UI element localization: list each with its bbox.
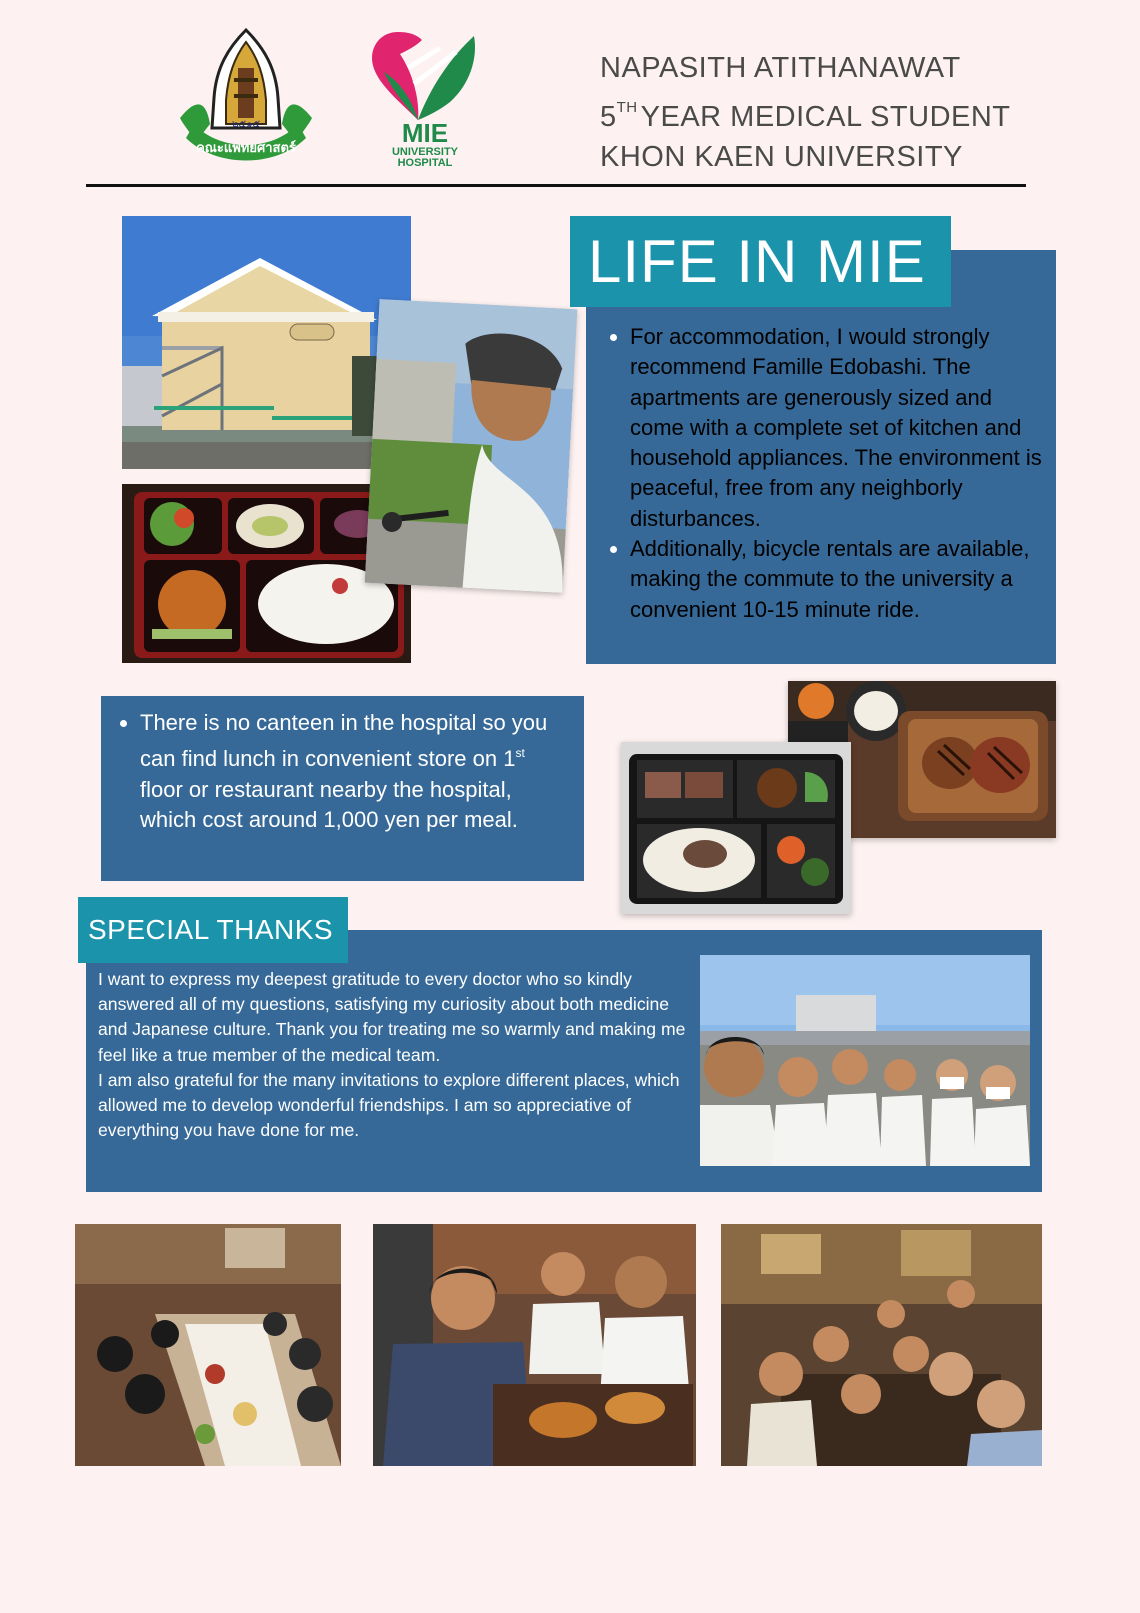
group-dinner-photo-2 bbox=[373, 1224, 696, 1466]
kku-medicine-logo bbox=[176, 28, 316, 170]
canteen-sup: st bbox=[515, 746, 525, 761]
takeout-bento-photo bbox=[621, 742, 851, 914]
thanks-paragraph-1: I want to express my deepest gratitude to every doctor who so kindly answered all of my questions, satisfying my curiosity about both medicine and Japanese culture. Thank you for treating me so warmly and making me feel like a true member of the medical team. bbox=[98, 969, 686, 1065]
header-divider bbox=[86, 184, 1026, 187]
author-info bbox=[600, 48, 1011, 177]
canteen-text-part2: floor or restaurant nearby the hospital, which cost around 1,000 yen per meal. bbox=[140, 776, 518, 832]
thanks-paragraph-2: I am also grateful for the many invitations to explore different places, which allowed me to develop wonderful friendships. I am so appreciative of everything you have done for me. bbox=[98, 1069, 680, 1141]
apartment-photo bbox=[122, 216, 411, 469]
accommodation-bullet: For accommodation, I would strongly recommend Famille Edobashi. The apartments are generously sized and come with a complete set of kitchen and household appliances. The environment is peaceful, free from any neighborly disturbances. bbox=[630, 322, 1046, 534]
svg-text:MIE: MIE bbox=[401, 118, 449, 148]
bicycle-bullet: Additionally, bicycle rentals are available, making the commute to the university a convenient 10-15 minute ride. bbox=[630, 534, 1046, 625]
author-name: NAPASITH ATITHANAWAT bbox=[600, 52, 961, 84]
year-suffix: TH bbox=[616, 99, 638, 116]
special-thanks-text bbox=[98, 967, 693, 1143]
cycling-selfie-photo bbox=[365, 299, 578, 593]
life-in-mie-text bbox=[606, 322, 1046, 625]
svg-text:คณะแพทยศาสตร์: คณะแพทยศาสตร์ bbox=[196, 141, 296, 156]
svg-text:HOSPITAL: HOSPITAL bbox=[397, 157, 453, 169]
special-thanks-title: SPECIAL THANKS bbox=[78, 897, 348, 963]
group-dinner-photo-1 bbox=[75, 1224, 341, 1466]
group-selfie-photo bbox=[700, 955, 1030, 1166]
canteen-bullet bbox=[140, 708, 566, 835]
life-in-mie-title: LIFE IN MIE bbox=[570, 216, 951, 307]
canteen-text bbox=[116, 708, 566, 835]
author-university: KHON KAEN UNIVERSITY bbox=[600, 141, 963, 173]
year-number: 5 bbox=[600, 101, 617, 133]
canteen-text-part1: There is no canteen in the hospital so you can find lunch in convenient store on 1 bbox=[140, 710, 548, 772]
author-year bbox=[600, 88, 1011, 137]
svg-text:๒๕๑๕: ๒๕๑๕ bbox=[231, 119, 261, 130]
group-dinner-photo-3 bbox=[721, 1224, 1042, 1466]
svg-text:UNIVERSITY: UNIVERSITY bbox=[391, 146, 459, 158]
year-label: YEAR MEDICAL STUDENT bbox=[640, 101, 1011, 133]
mie-university-hospital-logo bbox=[370, 28, 480, 170]
